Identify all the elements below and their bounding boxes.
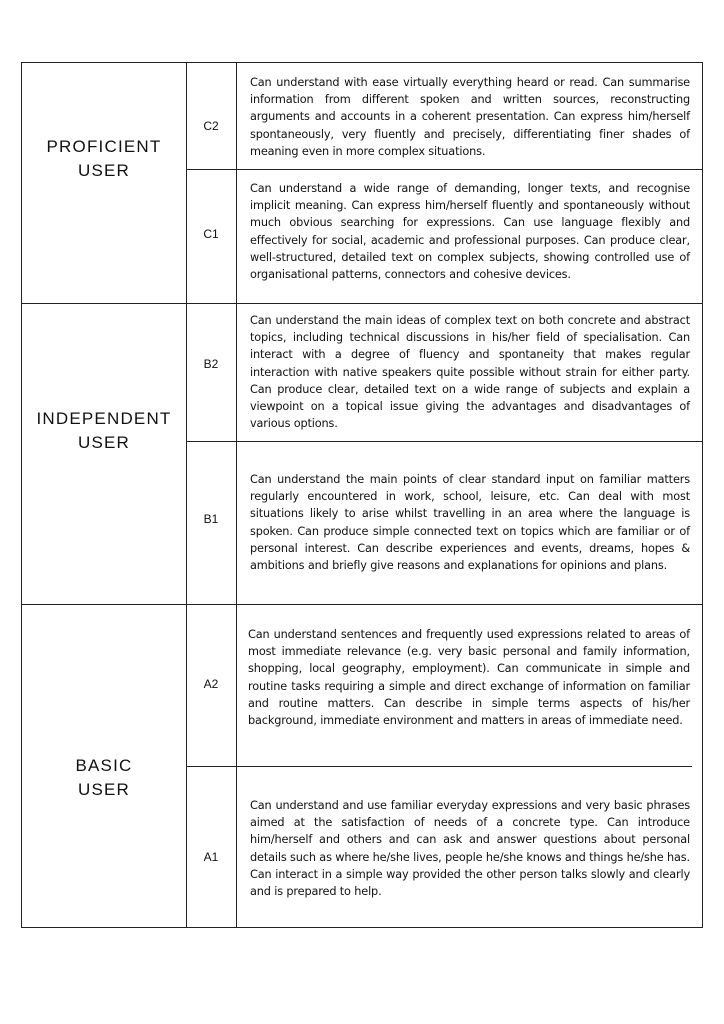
level-code-b2: B2 [203,357,219,371]
group-label-line: USER [77,780,131,799]
level-description-b2: Can understand the main ideas of complex text on both concrete and abstract topics, including technical discussions in his/her field of specialisation. Can interact with a degree of fluency and spontaneity that makes regular interaction with native speakers quite possible without strain for either party. Can produce clear, detailed text on a wide range of subjects and explain a viewpoint on a topical issue giving the advantages and disadvantages of various options. [250,314,690,431]
group-label-line: USER [77,433,131,452]
group-label-independent [22,407,186,455]
cefr-levels-table [21,62,703,928]
level-description-a1: Can understand and use familiar everyday expressions and very basic phrases aimed at the satisfaction of needs of a concrete type. Can introduce him/herself and others and can ask and answer questions about personal details such as where he/she lives, people he/she knows and things he/she has. Can interact in a simple way provided the other person talks slowly and clearly and is prepared to help. [250,799,690,899]
level-code-c2: C2 [203,119,219,133]
level-divider [186,766,692,767]
level-divider [186,441,702,442]
group-divider [22,604,702,605]
group-label-proficient [22,135,186,183]
level-code-a2: A2 [203,677,219,691]
column-divider-group [186,63,187,927]
group-label-line: INDEPENDENT [36,409,172,428]
group-label-line: USER [77,161,131,180]
group-label-basic [22,754,186,802]
group-label-line: PROFICIENT [46,137,162,156]
level-code-b1: B1 [203,512,219,526]
level-code-a1: A1 [203,850,219,864]
level-code-c1: C1 [203,227,219,241]
level-divider [186,169,702,170]
level-description-c1: Can understand a wide range of demanding, longer texts, and recognise implicit meaning. Can express him/herself fluently and spontaneously without much obvious searching for expressions. Can use language flexibly and effectively for social, academic and professional purposes. Can produce clear, well-structured, detailed text on complex subjects, showing controlled use of organisational patterns, connectors and cohesive devices. [250,182,690,282]
level-description-c2: Can understand with ease virtually everything heard or read. Can summarise information from different spoken and written sources, reconstructing arguments and accounts in a coherent presentation. Can express him/herself spontaneously, very fluently and precisely, differentiating finer shades of meaning even in more complex situations. [250,76,690,158]
group-divider [22,303,702,304]
level-description-a2: Can understand sentences and frequently used expressions related to areas of most immediate relevance (e.g. very basic personal and family information, shopping, local geography, employment). Can communicate in simple and routine tasks requiring a simple and direct exchange of information on familiar and routine matters. Can describe in simple terms aspects of his/her background, immediate environment and matters in areas of immediate need. [248,628,690,728]
group-label-line: BASIC [75,756,133,775]
level-description-b1: Can understand the main points of clear standard input on familiar matters regularly encountered in work, school, leisure, etc. Can deal with most situations likely to arise whilst travelling in an area where the language is spoken. Can produce simple connected text on topics which are familiar or of personal interest. Can describe experiences and events, dreams, hopes & ambitions and briefly give reasons and explanations for opinions and plans. [250,473,690,573]
column-divider-level [236,63,237,927]
